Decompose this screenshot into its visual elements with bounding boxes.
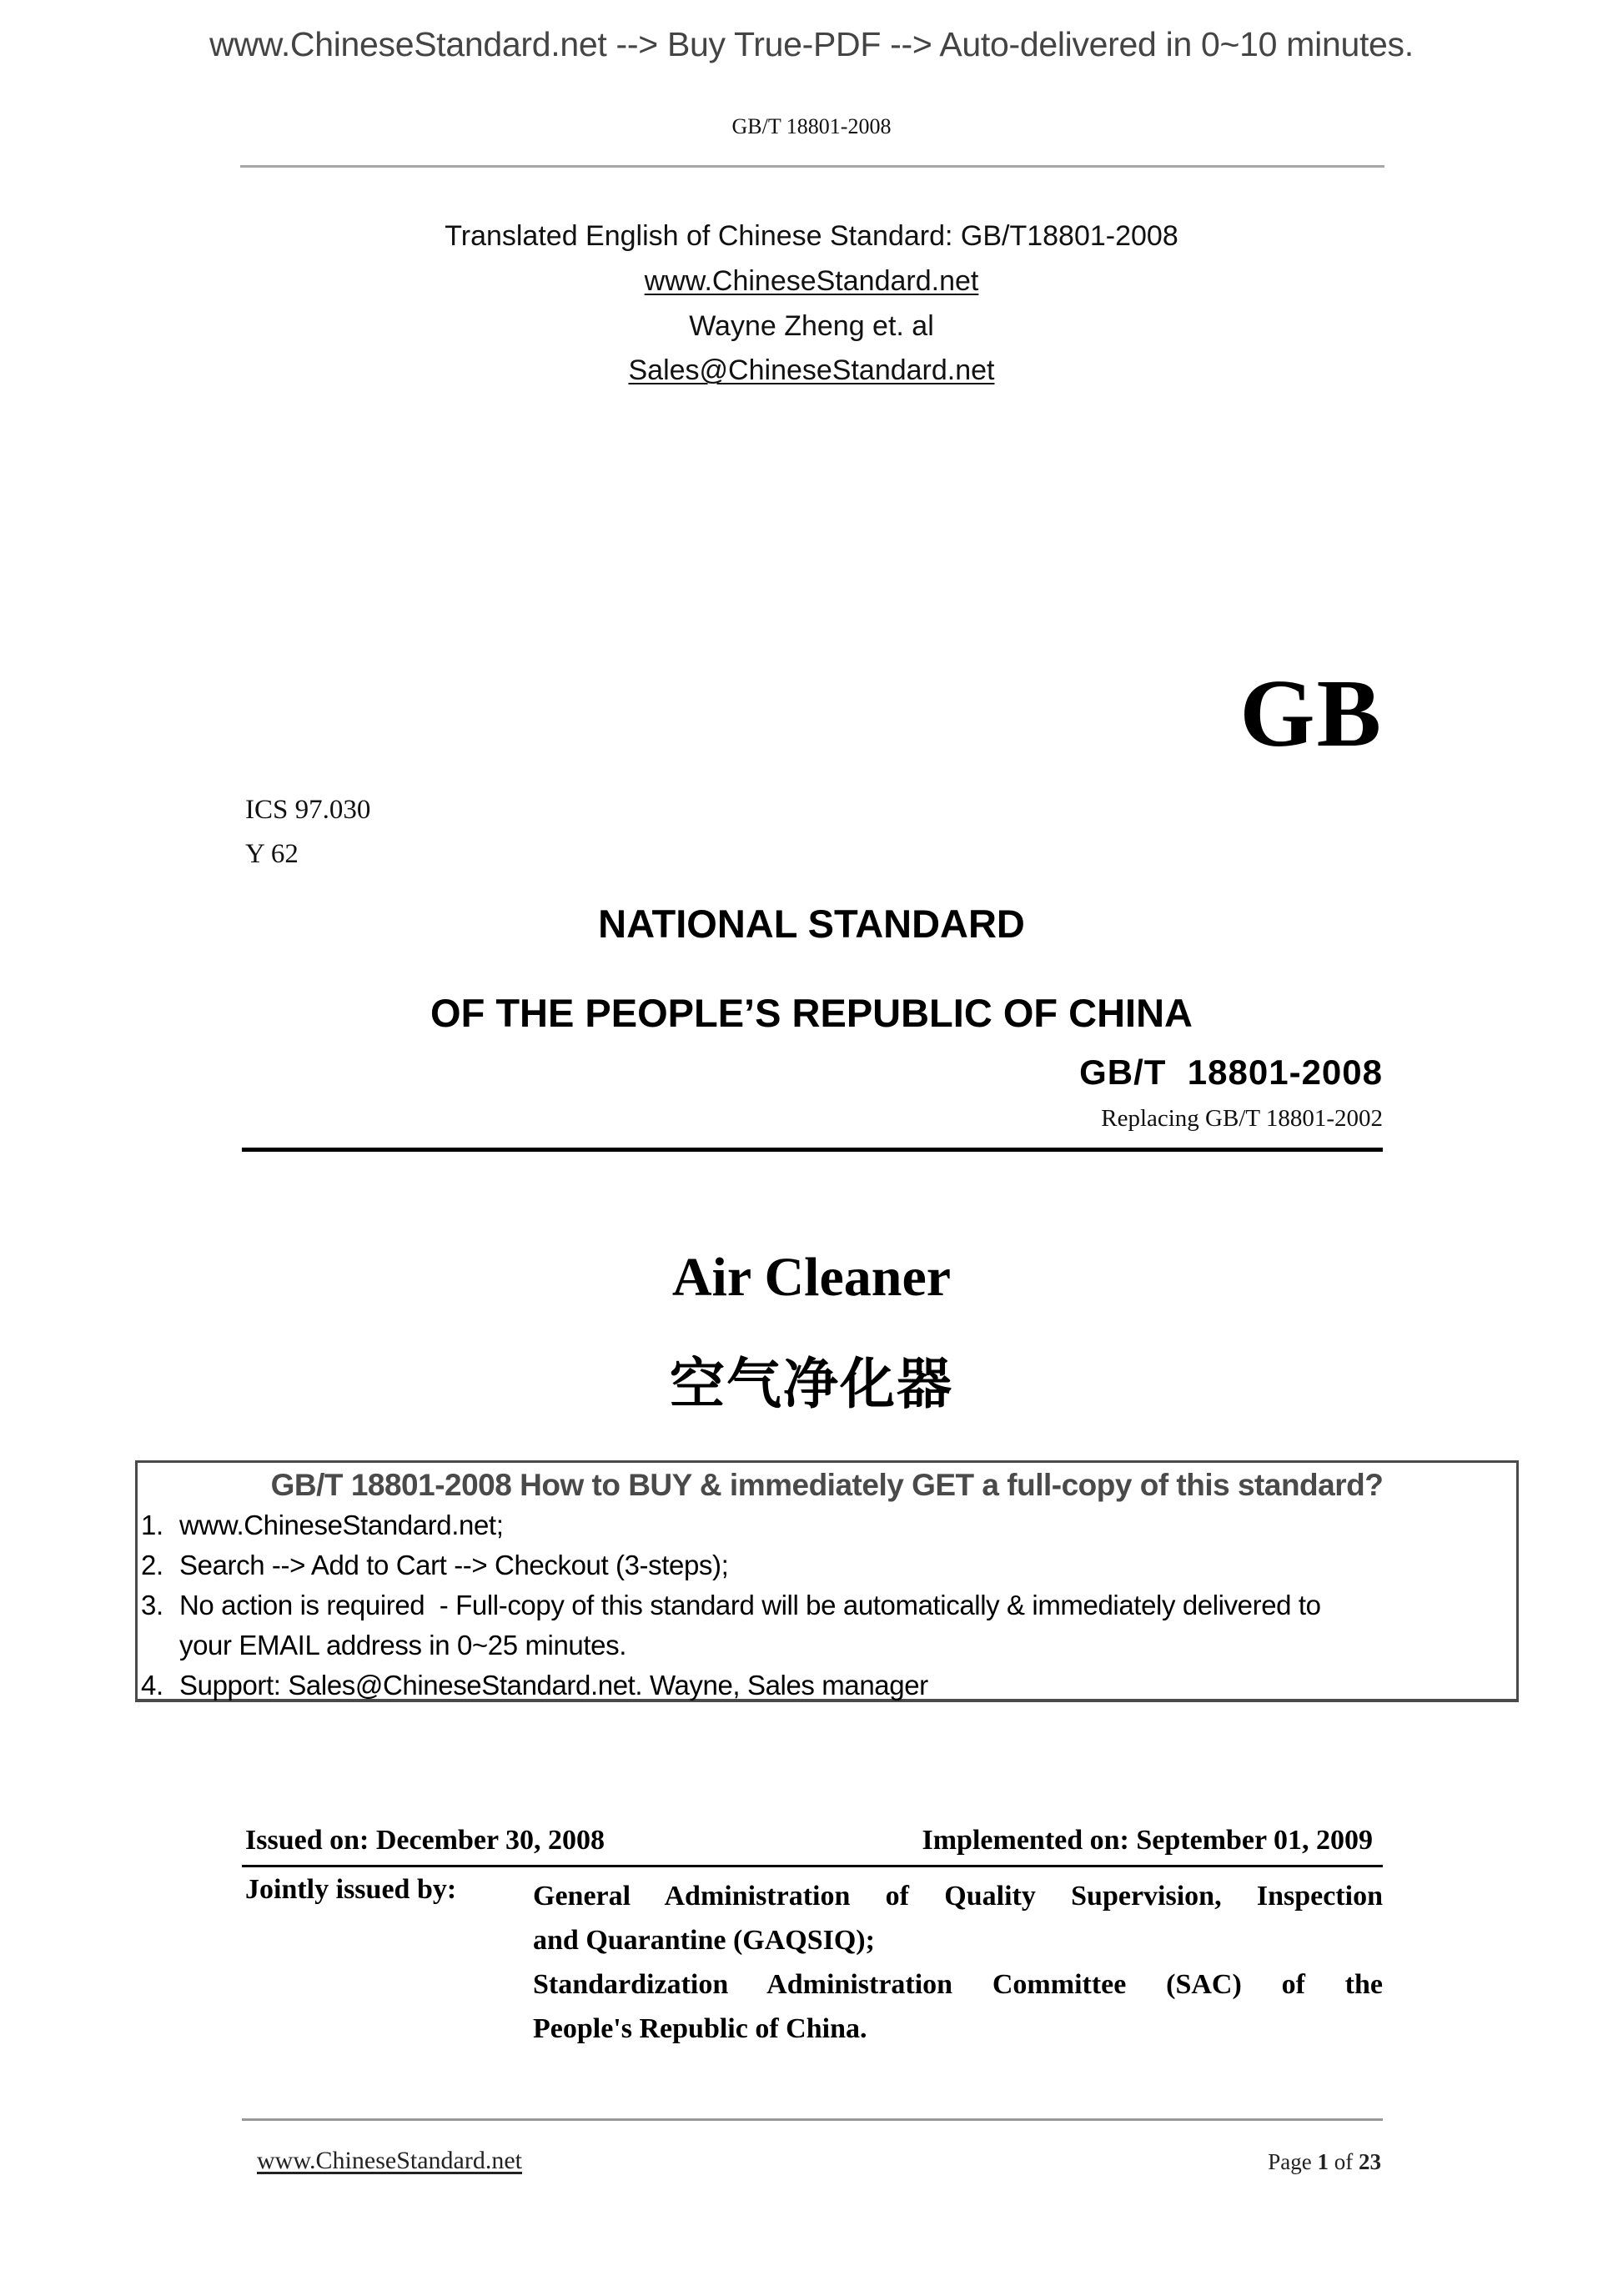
promo-banner: www.ChineseStandard.net --> Buy True-PDF --> Auto-delivered in 0~10 minutes. [209,25,1414,63]
step-text: No action is required - Full-copy of this standard will be automatically & immediately delivered to [179,1590,1321,1620]
step-text: Support: Sales@ChineseStandard.net. Wayne, Sales manager [179,1670,928,1701]
running-head: GB/T 18801-2008 [731,114,892,138]
jointly-issued-by [533,1874,1383,2051]
step-number: 3. [141,1590,163,1620]
issuance-rule [242,1865,1383,1867]
purchase-step [141,1550,728,1581]
document-title-en: Air Cleaner [671,1247,952,1308]
purchase-step [141,1670,928,1701]
ics-code: ICS 97.030 [245,795,371,825]
purchase-step-continuation: your EMAIL address in 0~25 minutes. [179,1630,626,1660]
website-link-wrapper [0,265,1623,298]
step-number: 4. [141,1670,163,1701]
national-standard-heading-1: NATIONAL STANDARD [598,902,1025,946]
ccs-code: Y 62 [245,839,299,869]
page-current: 1 [1317,2149,1329,2174]
translated-line: Translated English of Chinese Standard: GB/T18801-2008 [445,220,1178,252]
page-of: of [1334,2149,1354,2174]
website-link[interactable]: www.ChineseStandard.net [644,265,979,297]
purchase-step [141,1590,1321,1621]
page-prefix: Page [1268,2149,1312,2174]
issuer-line: General Administration of Quality Supervision, Inspection [533,1881,1383,1912]
step-number: 2. [141,1550,163,1580]
issuer-line: People's Republic of China. [533,2013,867,2044]
replacing-note: Replacing GB/T 18801-2002 [1101,1105,1383,1132]
issuer-line: and Quarantine (GAQSIQ); [533,1925,875,1956]
purchase-info-box [135,1460,1519,1702]
header-rule [240,165,1384,168]
step-text[interactable]: www.ChineseStandard.net; [179,1510,504,1540]
title-rule [242,1148,1383,1152]
issued-on: Issued on: December 30, 2008 [245,1825,605,1856]
standard-number: GB/T 18801-2008 [1079,1053,1383,1092]
purchase-box-title: GB/T 18801-2008 How to BUY & immediately GET a full-copy of this standard? [270,1468,1384,1502]
footer-website-link[interactable]: www.ChineseStandard.net [257,2147,522,2174]
document-title-cn: 空气净化器 [670,1351,953,1416]
footer-rule [242,2118,1383,2121]
implemented-on: Implemented on: September 01, 2009 [922,1825,1373,1856]
email-link[interactable]: Sales@ChineseStandard.net [628,354,995,386]
jointly-issued-label: Jointly issued by: [245,1874,457,1905]
page-indicator [1268,2149,1381,2175]
email-link-wrapper [0,354,1623,387]
step-text: Search --> Add to Cart --> Checkout (3-steps); [179,1550,729,1580]
author: Wayne Zheng et. al [689,310,934,342]
issuer-line: Standardization Administration Committee (SAC) of the [533,1969,1383,2000]
national-standard-heading-2: OF THE PEOPLE’S REPUBLIC OF CHINA [430,991,1193,1035]
purchase-step [141,1510,503,1541]
step-number: 1. [141,1510,163,1540]
page-total: 23 [1359,2149,1381,2174]
gb-mark: GB [1239,661,1383,767]
